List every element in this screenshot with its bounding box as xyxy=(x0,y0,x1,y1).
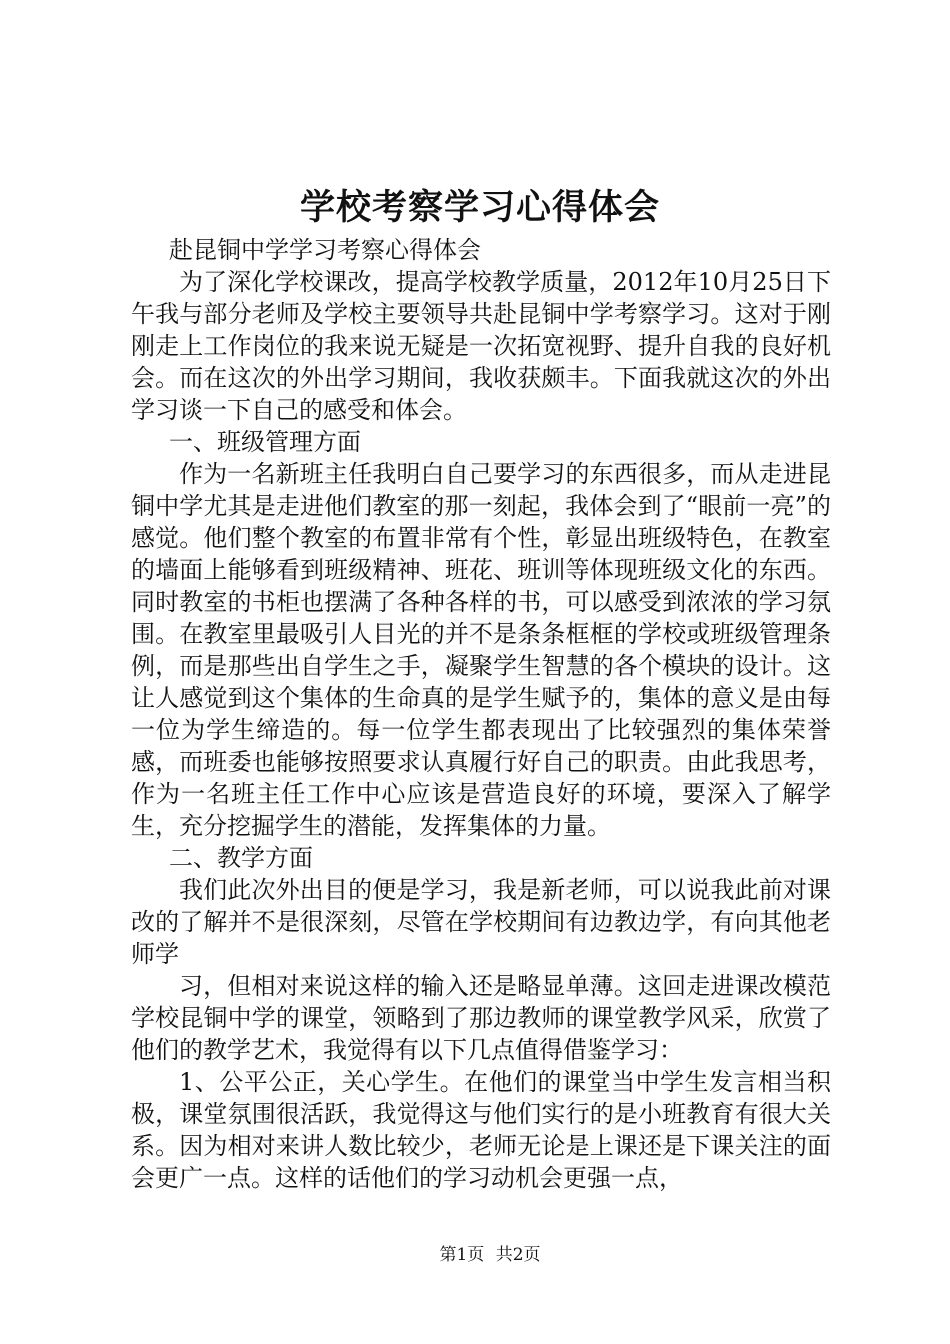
document-body xyxy=(131,234,831,1194)
page-total: 共2页 xyxy=(495,1245,541,1265)
teaching-paragraph: 我们此次外出目的便是学习，我是新老师，可以说我此前对课改的了解并不是很深刻，尽管在学校期间有边教边学，有向其他老师学 xyxy=(131,876,831,968)
section-heading-class-management: 一、班级管理方面 xyxy=(169,428,361,456)
numbered-point-1: 1、公平公正，关心学生。在他们的课堂当中学生发言相当积极，课堂氛围很活跃，我觉得这与他们实行的是小班教育有很大关系。因为相对来讲人数比较少，老师无论是上课还是下课关注的面会更广一点。这样的话他们的学习动机会更强一点， xyxy=(131,1068,831,1192)
page-number: 第1页 xyxy=(439,1245,485,1265)
section-heading-teaching: 二、教学方面 xyxy=(169,844,313,872)
intro-paragraph: 为了深化学校课改，提高学校教学质量，2012年10月25日下午我与部分老师及学校主要领导共赴昆铜中学考察学习。这对于刚刚走上工作岗位的我来说无疑是一次拓宽视野、提升自我的良好机会。而在这次的外出学习期间，我收获颇丰。下面我就这次的外出学习谈一下自己的感受和体会。 xyxy=(131,268,831,424)
page-footer xyxy=(0,1243,950,1267)
class-management-paragraph: 作为一名新班主任我明白自己要学习的东西很多，而从走进昆铜中学尤其是走进他们教室的那一刻起，我体会到了“眼前一亮”的感觉。他们整个教室的布置非常有个性，彰显出班级特色，在教室的墙面上能够看到班级精神、班花、班训等体现班级文化的东西。同时教室的书柜也摆满了各种各样的书，可以感受到浓浓的学习氛围。在教室里最吸引人目光的并不是条条框框的学校或班级管理条例，而是那些出自学生之手，凝聚学生智慧的各个模块的设计。这让人感觉到这个集体的生命真的是学生赋予的，集体的意义是由每一位为学生缔造的。每一位学生都表现出了比较强烈的集体荣誉感，而班委也能够按照要求认真履行好自己的职责。由此我思考，作为一名班主任工作中心应该是营造良好的环境，要深入了解学生，充分挖掘学生的潜能，发挥集体的力量。 xyxy=(131,460,831,840)
document-title: 学校考察学习心得体会 xyxy=(299,187,660,228)
teaching-paragraph-continued: 习，但相对来说这样的输入还是略显单薄。这回走进课改模范学校昆铜中学的课堂，领略到了那边教师的课堂教学风采，欣赏了他们的教学艺术，我觉得有以下几点值得借鉴学习： xyxy=(131,972,831,1064)
subtitle-paragraph: 赴昆铜中学学习考察心得体会 xyxy=(169,236,481,264)
